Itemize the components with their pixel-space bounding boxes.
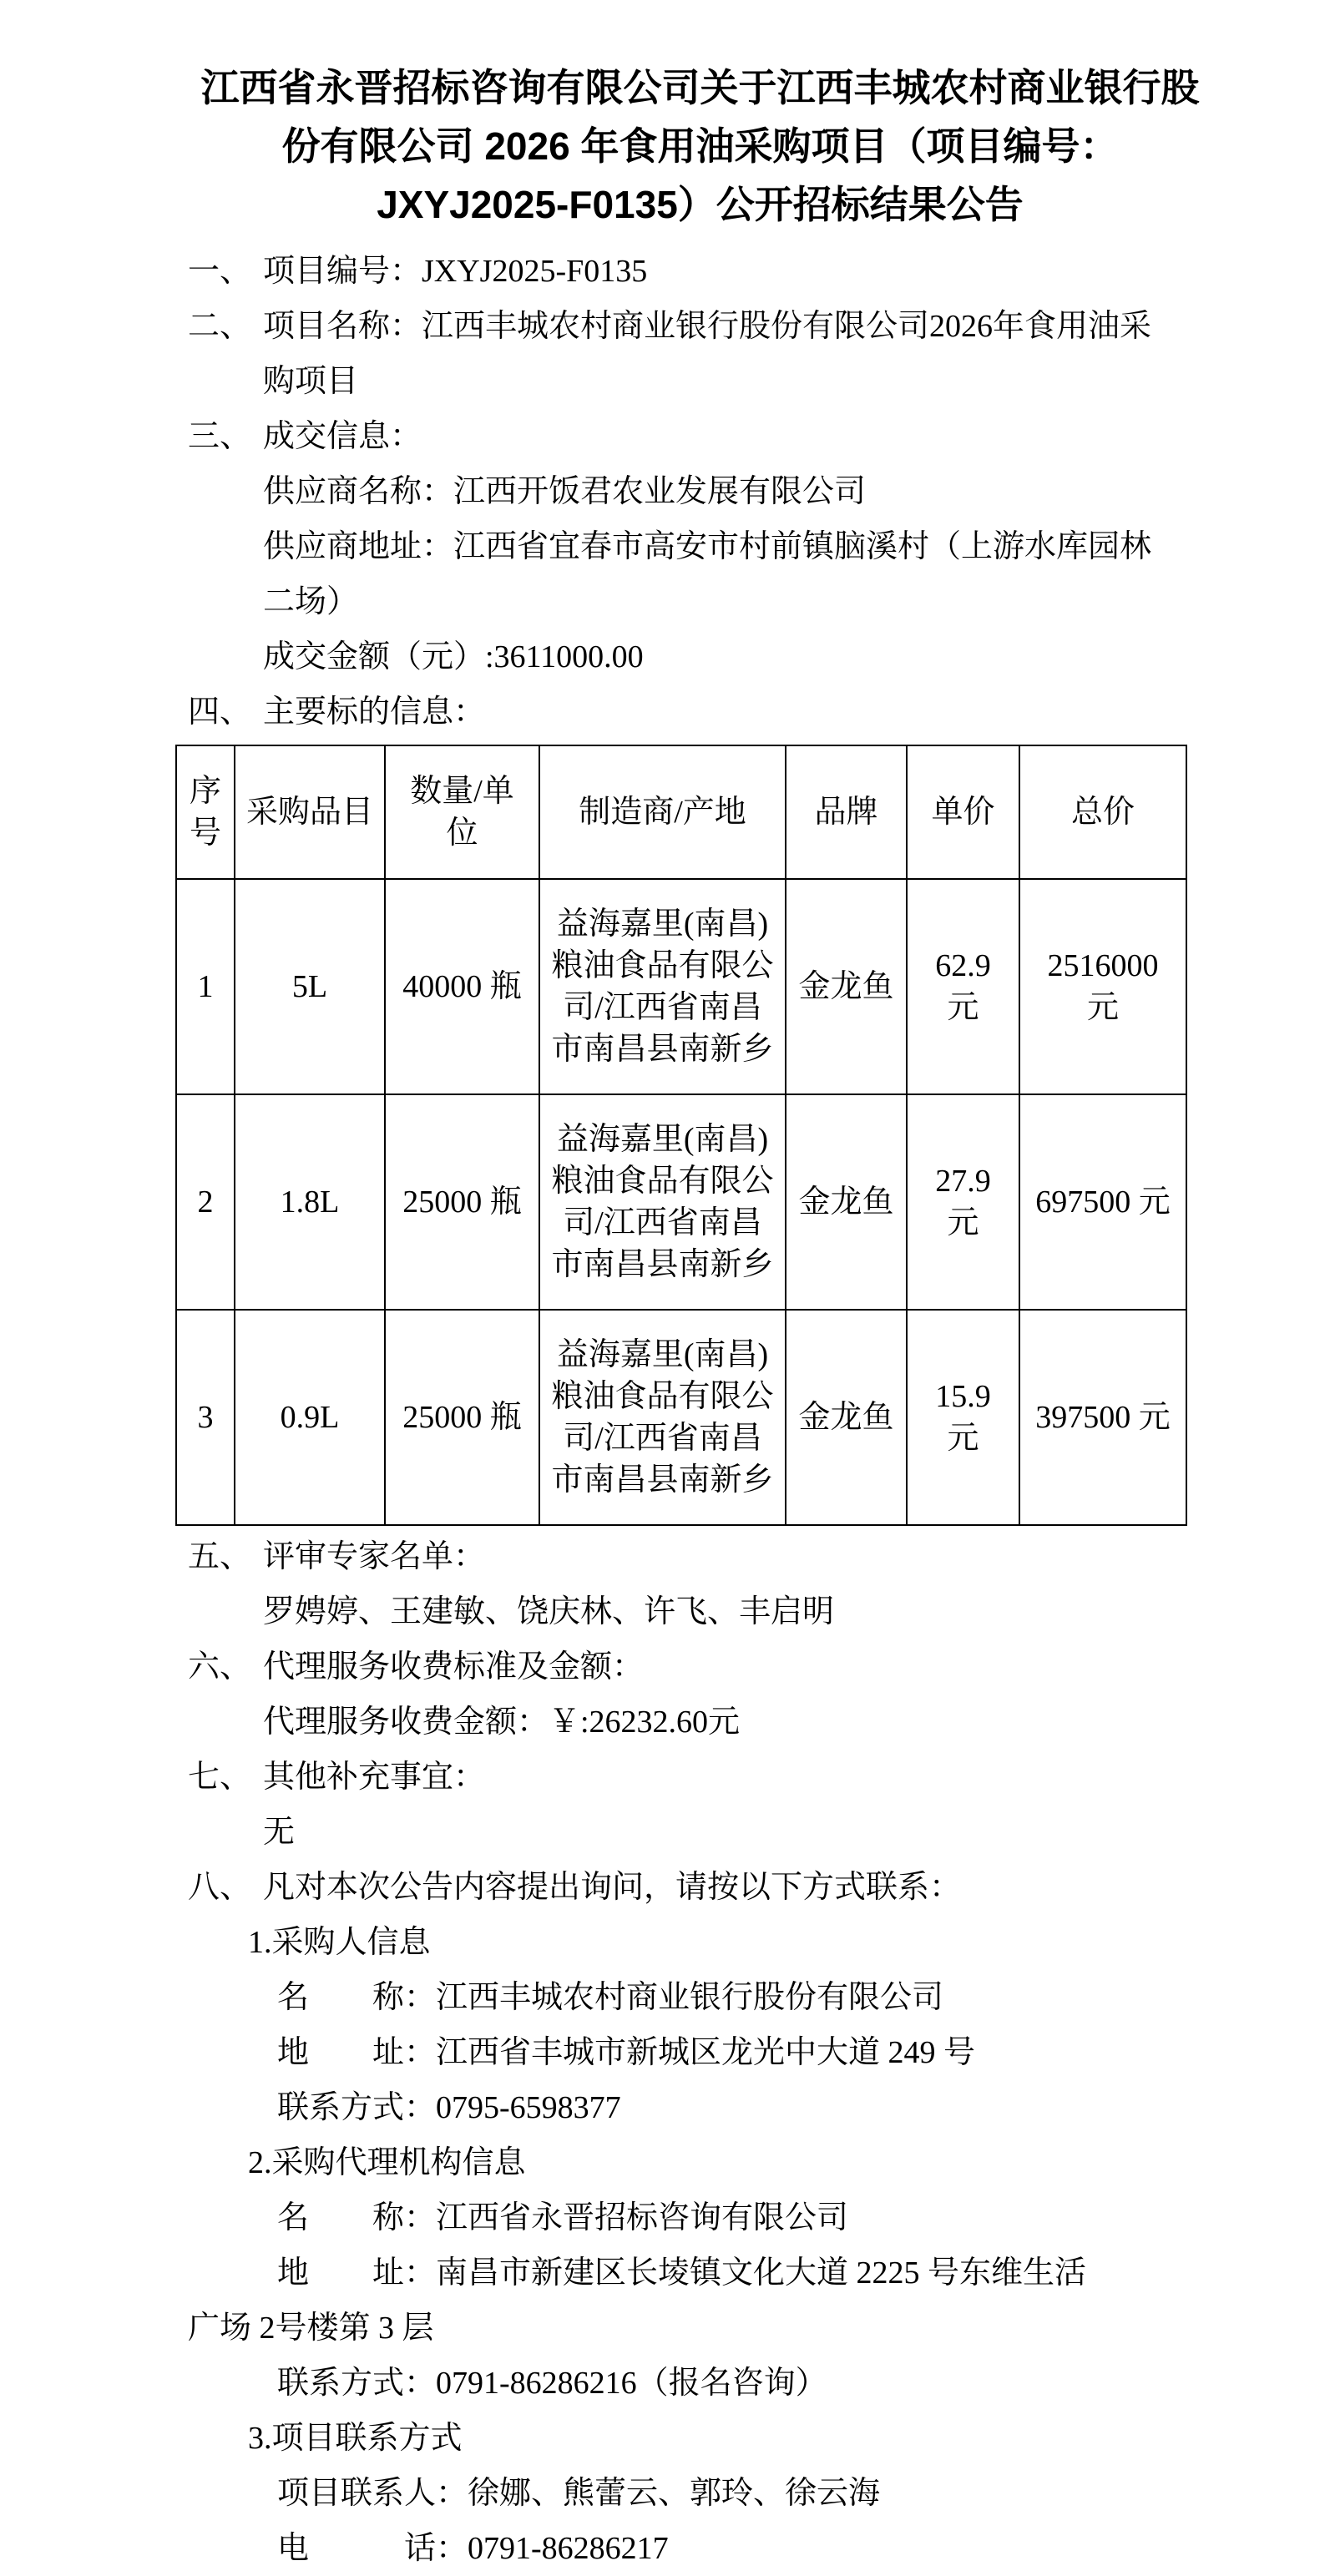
project-tel-line: 电 话：0791-86286217 — [277, 2531, 669, 2566]
experts-names-line: 罗娉婷、王建敏、饶庆林、许飞、丰启明 — [263, 1594, 835, 1629]
cell-quantity: 25000 瓶 — [385, 1310, 539, 1525]
cell-unit-price: 27.9 元 — [907, 1094, 1019, 1310]
cell-quantity: 40000 瓶 — [385, 879, 539, 1094]
header-seq: 序号 — [176, 745, 235, 879]
agency-fee-label: 代理服务收费标准及金额： — [263, 1649, 645, 1685]
cell-manufacturer: 益海嘉里(南昌)粮油食品有限公司/江西省南昌市南昌县南新乡 — [539, 1094, 786, 1310]
cell-quantity: 25000 瓶 — [385, 1094, 539, 1310]
table-row — [176, 1094, 1186, 1310]
agency-name-line: 名 称：江西省永晋招标咨询有限公司 — [277, 2200, 849, 2235]
buyer-tel-line: 联系方式：0795-6598377 — [277, 2090, 621, 2125]
list-item-agency-fee — [188, 1639, 1212, 1695]
list-number: 八、 — [188, 1870, 252, 1905]
cell-item: 5L — [235, 879, 385, 1094]
list-number: 三、 — [188, 419, 252, 454]
cell-manufacturer: 益海嘉里(南昌)粮油食品有限公司/江西省南昌市南昌县南新乡 — [539, 1310, 786, 1525]
cell-item: 0.9L — [235, 1310, 385, 1525]
list-item-award-info — [188, 409, 1212, 464]
project-contacts-line: 项目联系人：徐娜、熊蕾云、郭玲、徐云海 — [277, 2476, 881, 2511]
cell-manufacturer: 益海嘉里(南昌)粮油食品有限公司/江西省南昌市南昌县南新乡 — [539, 879, 786, 1094]
inquiry-text: 凡对本次公告内容提出询问，请按以下方式联系： — [263, 1870, 962, 1905]
header-unit-price: 单价 — [907, 745, 1019, 879]
cell-seq: 1 — [176, 879, 235, 1094]
agency-info-heading: 2.采购代理机构信息 — [248, 2145, 526, 2180]
table-header-row — [176, 745, 1186, 879]
other-matters-none-line: 无 — [263, 1815, 296, 1850]
buyer-address-line: 地 址：江西省丰城市新城区龙光中大道 249 号 — [277, 2035, 976, 2070]
goods-table — [175, 745, 1187, 1526]
supplier-name-line: 供应商名称：江西开饭君农业发展有限公司 — [263, 474, 867, 509]
list-number: 五、 — [188, 1539, 252, 1574]
supplier-address-line: 供应商地址：江西省宜春市高安市村前镇脑溪村（上游水库园林二场） — [263, 529, 1152, 619]
award-amount-line: 成交金额（元）:3611000.00 — [263, 639, 644, 674]
page-title — [188, 58, 1212, 234]
cell-brand: 金龙鱼 — [786, 879, 907, 1094]
experts-label: 评审专家名单： — [263, 1539, 486, 1574]
cell-brand: 金龙鱼 — [786, 1310, 907, 1525]
list-item-inquiry — [188, 1860, 1212, 1915]
list-item-experts — [188, 1529, 1212, 1584]
list-number: 二、 — [188, 309, 252, 344]
list-item-project-name — [188, 299, 1212, 409]
list-item-other-matters — [188, 1750, 1212, 1805]
list-item-project-number — [188, 244, 1212, 299]
page-title-line-1: 江西省永晋招标咨询有限公司关于江西丰城农村商业银行股 — [200, 66, 1200, 109]
header-quantity-unit: 数量/单位 — [385, 745, 539, 879]
list-number: 七、 — [188, 1760, 252, 1795]
table-row — [176, 879, 1186, 1094]
header-item: 采购品目 — [235, 745, 385, 879]
main-subject-label: 主要标的信息： — [263, 695, 486, 730]
cell-seq: 3 — [176, 1310, 235, 1525]
header-total-price: 总价 — [1019, 745, 1186, 879]
cell-unit-price: 15.9 元 — [907, 1310, 1019, 1525]
other-matters-label: 其他补充事宜： — [263, 1760, 486, 1795]
list-number: 四、 — [188, 695, 252, 730]
agency-tel-line: 联系方式：0791-86286216（报名咨询） — [277, 2366, 827, 2401]
header-brand: 品牌 — [786, 745, 907, 879]
agency-address-line: 地 址：南昌市新建区长堎镇文化大道 2225 号东维生活广场 2号楼第 3 层 — [188, 2255, 1087, 2346]
buyer-name-line: 名 称：江西丰城农村商业银行股份有限公司 — [277, 1980, 944, 2015]
project-contact-heading: 3.项目联系方式 — [248, 2421, 463, 2456]
cell-unit-price: 62.9 元 — [907, 879, 1019, 1094]
project-number-text: 项目编号：JXYJ2025-F0135 — [263, 254, 648, 289]
cell-brand: 金龙鱼 — [786, 1094, 907, 1310]
page-title-line-3: JXYJ2025-F0135）公开招标结果公告 — [377, 183, 1024, 226]
agency-fee-amount-line: 代理服务收费金额：￥:26232.60元 — [263, 1705, 741, 1740]
list-number: 六、 — [188, 1649, 252, 1685]
cell-total-price: 397500 元 — [1019, 1310, 1186, 1525]
page-title-line-2: 份有限公司 2026 年食用油采购项目（项目编号： — [281, 124, 1119, 168]
header-manufacturer-origin: 制造商/产地 — [539, 745, 786, 879]
list-number: 一、 — [188, 254, 252, 289]
award-info-label: 成交信息： — [263, 419, 422, 454]
project-name-text: 项目名称：江西丰城农村商业银行股份有限公司2026年食用油采购项目 — [263, 309, 1152, 399]
list-item-main-subject — [188, 684, 1212, 740]
cell-seq: 2 — [176, 1094, 235, 1310]
buyer-info-heading: 1.采购人信息 — [248, 1925, 431, 1960]
table-row — [176, 1310, 1186, 1525]
cell-total-price: 697500 元 — [1019, 1094, 1186, 1310]
cell-total-price: 2516000 元 — [1019, 879, 1186, 1094]
cell-item: 1.8L — [235, 1094, 385, 1310]
